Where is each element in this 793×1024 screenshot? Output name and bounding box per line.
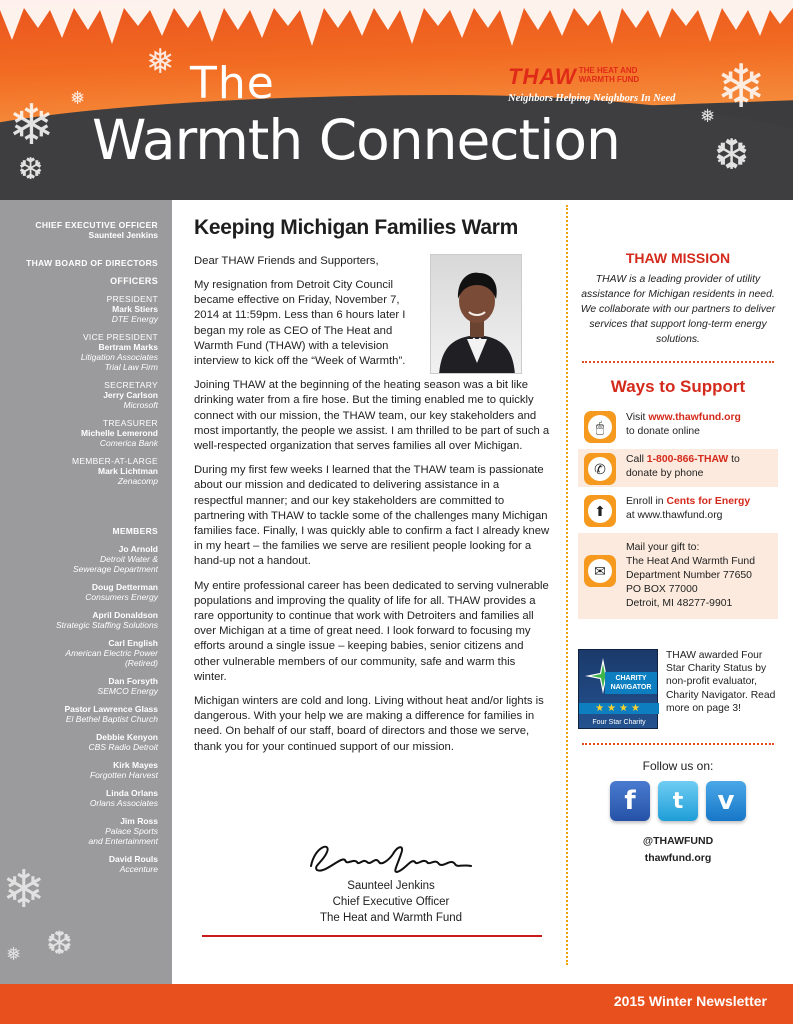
member-org-line2: and Entertainment [88, 836, 158, 846]
officer-org: Zenacomp [117, 476, 158, 486]
officer-name: Mark Lichtman [98, 466, 158, 476]
logo-word: THAW [508, 64, 577, 89]
article [194, 216, 550, 924]
article-paragraph: Michigan winters are cold and long. Living without heat and/or lights is dangerous. With your help we are making a difference for families in need. On behalf of our staff, board of directors and those we serve, thank you for your continued support of our mission. [194, 695, 544, 753]
member-org: Detroit Water & [100, 554, 158, 564]
member-name: Jo Arnold [118, 544, 158, 554]
member-org: SEMCO Energy [97, 686, 158, 696]
website-link[interactable]: www.thawfund.org [648, 412, 741, 423]
handwritten-signature [301, 836, 481, 878]
follow-label: Follow us on: [642, 759, 714, 773]
newsletter-title: Warmth Connection [92, 108, 620, 172]
article-paragraph: During my first few weeks I learned that the THAW team is passionate about our mission and dedicated to delivering assistance in a respectful manner; and our key stakeholders are committed to partnering with THAW to tackle some of the challenges many Michigan families face. Finally, I was quickly able to confirm a fact I already knew in my heart – the families we serve are resilient people looking for a hand-up not a handout. [194, 464, 550, 568]
member-entry [0, 732, 158, 752]
social-handle: @THAWFUND [642, 835, 714, 847]
member-name: Dan Forsyth [108, 676, 158, 686]
snowflake-icon: ❅ [6, 944, 22, 964]
officer-entry [0, 380, 158, 410]
member-entry [0, 704, 158, 724]
cents-for-energy-link[interactable]: Cents for Energy [666, 496, 751, 507]
officer-name: Jerry Carlson [103, 390, 158, 400]
board-sidebar [0, 200, 172, 985]
officer-org: Comerica Bank [99, 438, 158, 448]
member-entry [0, 610, 158, 630]
member-entry [0, 676, 158, 696]
article-paragraph: My resignation from Detroit City Council became effective on Friday, November 7, 2014 at 11:59pm. Less than 6 hours later I began my role as CEO of The Heat and Warmth Fund (THAW) with a television interview to kick off the “Week of Warmth”. [194, 279, 406, 368]
member-name: Carl English [108, 638, 158, 648]
snowflake-icon: ❆ [46, 925, 73, 961]
member-org-line2: (Retired) [124, 658, 158, 668]
support-call [578, 449, 778, 487]
ceo-name: Saunteel Jenkins [88, 230, 158, 240]
right-column [578, 250, 778, 864]
dotted-divider [582, 361, 774, 363]
social-links [578, 781, 778, 821]
snowflake-icon: ❄ [8, 93, 55, 156]
arrow-up-icon: ⬆ [584, 495, 616, 527]
mail-line: Mail your gift to: [626, 542, 700, 553]
snowflake-icon: ❄ [716, 53, 767, 120]
officers-heading: OFFICERS [110, 276, 158, 286]
officer-role: MEMBER-AT-LARGE [71, 456, 158, 466]
enroll-description: at www.thawfund.org [626, 510, 723, 521]
member-entry [0, 788, 158, 808]
member-name: April Donaldson [92, 610, 158, 620]
enroll-label: Enroll in [626, 496, 667, 507]
member-org: Palace Sports [105, 826, 158, 836]
snowflake-icon: ❅ [146, 43, 175, 81]
officer-role: VICE PRESIDENT [82, 332, 158, 342]
twitter-icon[interactable]: t [658, 781, 698, 821]
member-name: Jim Ross [120, 816, 158, 826]
board-heading: THAW BOARD OF DIRECTORS [26, 258, 158, 268]
visit-description: to donate online [626, 426, 700, 437]
award-text: THAW awarded Four Star Charity Status by non-profit evaluator, Charity Navigator. Read more on page 3! [666, 650, 776, 714]
officer-role: PRESIDENT [106, 294, 158, 304]
member-name: David Rouls [108, 854, 158, 864]
logo-tagline: Neighbors Helping Neighbors In Need [508, 93, 676, 104]
badge-stars: ★★★★ [579, 703, 659, 714]
support-enroll [578, 491, 778, 529]
signer-name: Saunteel Jenkins [347, 880, 435, 892]
badge-text: CHARITY NAVIGATOR [605, 672, 657, 694]
member-org-line2: Sewerage Department [72, 564, 158, 574]
call-label: Call [626, 454, 647, 465]
officer-org: Microsoft [123, 400, 158, 410]
members-heading: MEMBERS [112, 526, 158, 536]
website-text[interactable]: thawfund.org [644, 852, 712, 864]
phone-icon: ✆ [584, 453, 616, 485]
officer-org-line2: Trial Law Firm [104, 362, 158, 372]
officer-org: DTE Energy [111, 314, 158, 324]
vimeo-icon[interactable]: v [706, 781, 746, 821]
envelope-icon: ✉ [584, 555, 616, 587]
masthead [0, 0, 793, 200]
snowflake-icon: ❆ [714, 131, 750, 178]
icicles-decoration [0, 0, 793, 60]
ways-to-support-heading: Ways to Support [610, 377, 746, 396]
member-entry [0, 582, 158, 602]
signer-title: Chief Executive Officer [332, 896, 450, 908]
article-paragraph: Joining THAW at the beginning of the heating season was a bit like drinking water from a fire hose. But the timing enabled me to quickly connect with our mission, the THAW team, our key stakeholders and most importantly, the people we assist. I am thrilled to be part of such a well-respected organization that serves families all over Michigan. [194, 379, 550, 453]
member-org: American Electric Power [65, 648, 158, 658]
officer-role: TREASURER [102, 418, 158, 428]
member-entry [0, 638, 158, 668]
member-org: Consumers Energy [85, 592, 158, 602]
officer-role: SECRETARY [104, 380, 158, 390]
support-visit [578, 407, 778, 445]
mission-heading: THAW MISSION [625, 250, 731, 266]
member-org: Forgotten Harvest [89, 770, 158, 780]
mission-text: THAW is a leading provider of utility assistance for Michigan residents in need. We collaborate with our partners to deliver services that support long-term energy solutions. [580, 274, 776, 345]
member-org: El Bethel Baptist Church [65, 714, 158, 724]
column-separator [566, 205, 568, 965]
snowflake-icon: ❅ [70, 88, 86, 108]
officer-entry [0, 418, 158, 448]
officer-entry [0, 332, 158, 372]
logo-subtitle: THE HEAT AND WARMTH FUND [578, 66, 640, 84]
portrait-illustration [431, 255, 522, 374]
member-name: Debbie Kenyon [96, 732, 158, 742]
mail-line: The Heat And Warmth Fund [626, 556, 755, 567]
ceo-portrait [430, 254, 522, 374]
officer-org: Litigation Associates [80, 352, 158, 362]
member-org: Strategic Staffing Solutions [55, 620, 158, 630]
officer-name: Michelle Lemerond [81, 428, 158, 438]
member-org: Accenture [119, 864, 158, 874]
member-org: Orlans Associates [89, 798, 158, 808]
phone-number-link[interactable]: 1-800-866-THAW [646, 454, 729, 465]
dotted-divider [582, 743, 774, 745]
article-greeting: Dear THAW Friends and Supporters, [194, 255, 379, 267]
newsletter-title-the: The [190, 58, 275, 109]
member-name: Linda Orlans [106, 788, 158, 798]
member-org: CBS Radio Detroit [88, 742, 158, 752]
footer-bar [0, 984, 793, 1024]
badge-caption: Four Star Charity [592, 719, 646, 726]
thaw-logo [508, 66, 708, 104]
article-paragraph: My entire professional career has been dedicated to serving vulnerable populations and improving the quality of life for all. THAW provides a rare opportunity to continue that work with Detroiters and families all over Michigan at a time of great need. I look forward to focusing my efforts around a single issue – keeping babies, senior citizens and other vulnerable members of our community, safe and warm this winter. [194, 579, 549, 683]
snowflake-icon: ❅ [700, 106, 716, 126]
call-description: to donate by phone [626, 454, 740, 479]
officer-entry [0, 456, 158, 486]
mail-line: Detroit, MI 48277-9901 [626, 598, 733, 609]
member-name: Pastor Lawrence Glass [64, 704, 158, 714]
article-divider [202, 935, 542, 937]
mail-line: Department Number 77650 [626, 570, 752, 581]
officer-name: Bertram Marks [98, 342, 158, 352]
article-title: Keeping Michigan Families Warm [194, 216, 518, 239]
member-entry [0, 760, 158, 780]
edition-label: 2015 Winter Newsletter [613, 993, 767, 1009]
snowflake-icon: ❆ [18, 153, 44, 186]
support-mail [578, 533, 778, 619]
facebook-icon[interactable]: f [610, 781, 650, 821]
mouse-icon: 🖱 [584, 411, 616, 443]
signer-org: The Heat and Warmth Fund [319, 912, 463, 924]
officer-entry [0, 294, 158, 324]
visit-label: Visit [626, 412, 649, 423]
ceo-heading: CHIEF EXECUTIVE OFFICER [35, 220, 158, 230]
member-name: Kirk Mayes [113, 760, 158, 770]
snowflake-icon: ❄ [2, 861, 46, 919]
mail-line: PO BOX 77000 [626, 584, 698, 595]
officer-name: Mark Stiers [112, 304, 158, 314]
member-name: Doug Detterman [91, 582, 158, 592]
member-entry [0, 544, 158, 574]
signature-block [286, 836, 496, 926]
charity-award [578, 649, 778, 729]
member-entry [0, 816, 158, 846]
charity-navigator-badge [578, 649, 658, 729]
